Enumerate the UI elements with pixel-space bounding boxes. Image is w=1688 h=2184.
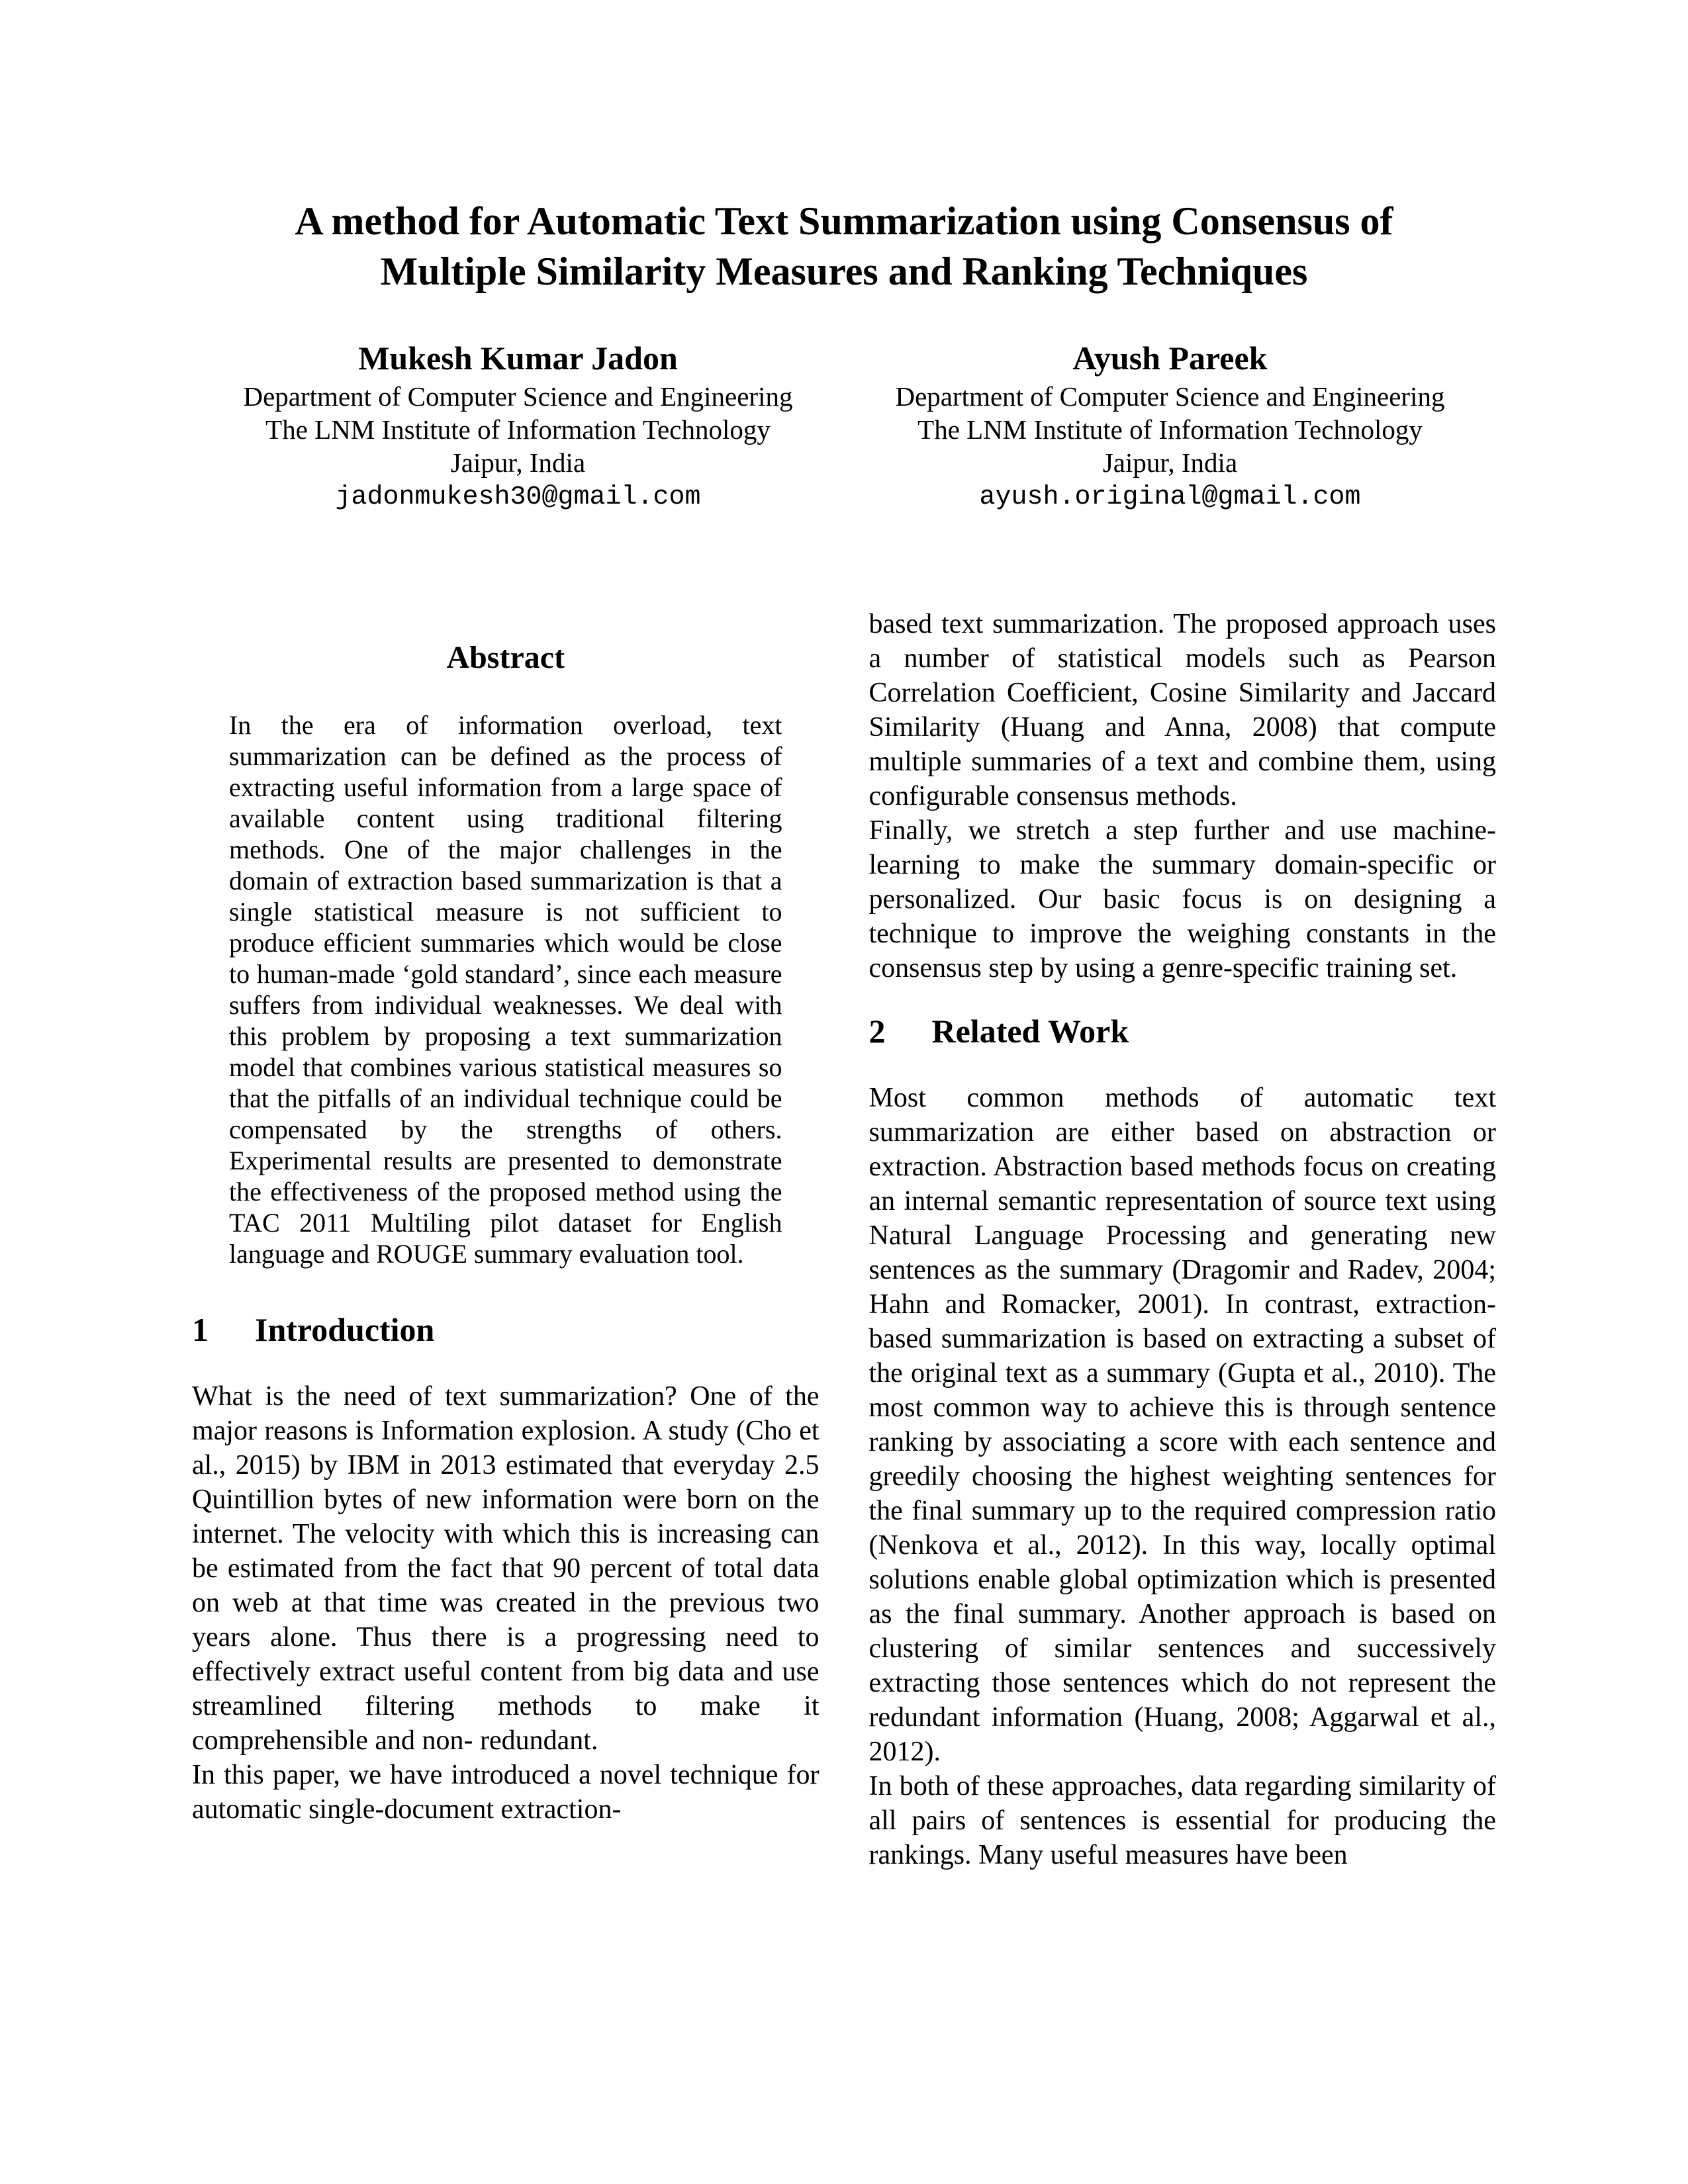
author-institute: The LNM Institute of Information Technology	[265, 414, 771, 445]
paragraph-continuation-2: Finally, we stretch a step further and use machine-learning to make the summary domain-specific or personalized. Our basic focus is on designing a technique to improve the weighing constants in the consensus step by using a genre-specific training set.	[868, 815, 1496, 983]
author-name: Ayush Pareek	[1072, 340, 1268, 377]
paragraph-continuation-1: based text summarization. The proposed approach uses a number of statistical models such as Pearson Correlation Coefficient, Cosine Similarity and Jaccard Similarity (Huang and Anna, 2008) that compute multiple summaries of a text and combine them, using configurable consensus methods.	[868, 609, 1496, 811]
paragraph-introduction-2: In this paper, we have introduced a novel technique for automatic single-document extraction-	[192, 1760, 820, 1825]
section-heading-related-work	[869, 1011, 1497, 1052]
section-number: 1	[192, 1311, 209, 1348]
author-department: Department of Computer Science and Engineering	[895, 381, 1445, 412]
abstract-heading: Abstract	[446, 640, 565, 675]
author-location: Jaipur, India	[450, 447, 586, 478]
author-email: ayush.original@gmail.com	[979, 482, 1361, 512]
paper-title: A method for Automatic Text Summarization using Consensus of Multiple Similarity Measures and Ranking Techniques	[295, 199, 1393, 293]
author-institute: The LNM Institute of Information Technology	[917, 414, 1423, 445]
author-department: Department of Computer Science and Engineering	[243, 381, 793, 412]
authors-row	[192, 339, 1496, 515]
section-title: Related Work	[931, 1013, 1129, 1050]
author-name: Mukesh Kumar Jadon	[358, 340, 678, 377]
paragraph-related-work-2: In both of these approaches, data regarding similarity of all pairs of sentences is essential for producing the rankings. Many useful measures have been	[868, 1771, 1496, 1870]
left-column	[192, 584, 820, 1872]
section-number: 2	[868, 1013, 886, 1050]
abstract-text: In the era of information overload, text summarization can be defined as the process of extracting useful information from a large space of available content using traditional filtering methods. One of the major challenges in the domain of extraction based summarization is that a single statistical measure is not sufficient to produce efficient summaries which would be close to human-made ‘gold standard’, since each measure suffers from individual weaknesses. We deal with this problem by proposing a text summarization model that combines various statistical measures so that the pitfalls of an individual technique could be compensated by the strengths of others. Experimental results are presented to demonstrate the effectiveness of the proposed method using the TAC 2011 Multiling pilot dataset for English language and ROUGE summary evaluation tool.	[229, 710, 782, 1269]
author-block-2	[844, 339, 1496, 515]
paragraph-related-work-1: Most common methods of automatic text summarization are either based on abstraction or extraction. Abstraction based methods focus on creating an internal semantic representation of source text using Natural Language Processing and generating new sentences as the summary (Dragomir and Radev, 2004; Hahn and Romacker, 2001). In contrast, extraction-based summarization is based on extracting a subset of the original text as a summary (Gupta et al., 2010). The most common way to achieve this is through sentence ranking by associating a score with each sentence and greedily choosing the highest weighting sentences for the final summary up to the required compression ratio (Nenkova et al., 2012). In this way, locally optimal solutions enable global optimization which is presented as the final summary. Another approach is based on clustering of similar sentences and successively extracting those sentences which do not represent the redundant information (Huang, 2008; Aggarwal et al., 2012).	[868, 1083, 1496, 1767]
author-block-1	[192, 339, 844, 515]
section-title: Introduction	[255, 1311, 435, 1348]
section-heading-introduction	[192, 1309, 820, 1350]
paragraph-introduction-1: What is the need of text summarization? One of the major reasons is Information explosion. A study (Cho et al., 2015) by IBM in 2013 estimated that everyday 2.5 Quintillion bytes of new information were born on the internet. The velocity with which this is increasing can be estimated from the fact that 90 percent of total data on web at that time was created in the previous two years alone. Thus there is a progressing need to effectively extract useful content from big data and use streamlined filtering methods to make it comprehensible and non- redundant.	[192, 1381, 820, 1756]
body-columns	[192, 584, 1496, 1872]
author-location: Jaipur, India	[1102, 447, 1238, 478]
right-column	[869, 584, 1497, 1872]
author-email: jadonmukesh30@gmail.com	[335, 482, 701, 512]
